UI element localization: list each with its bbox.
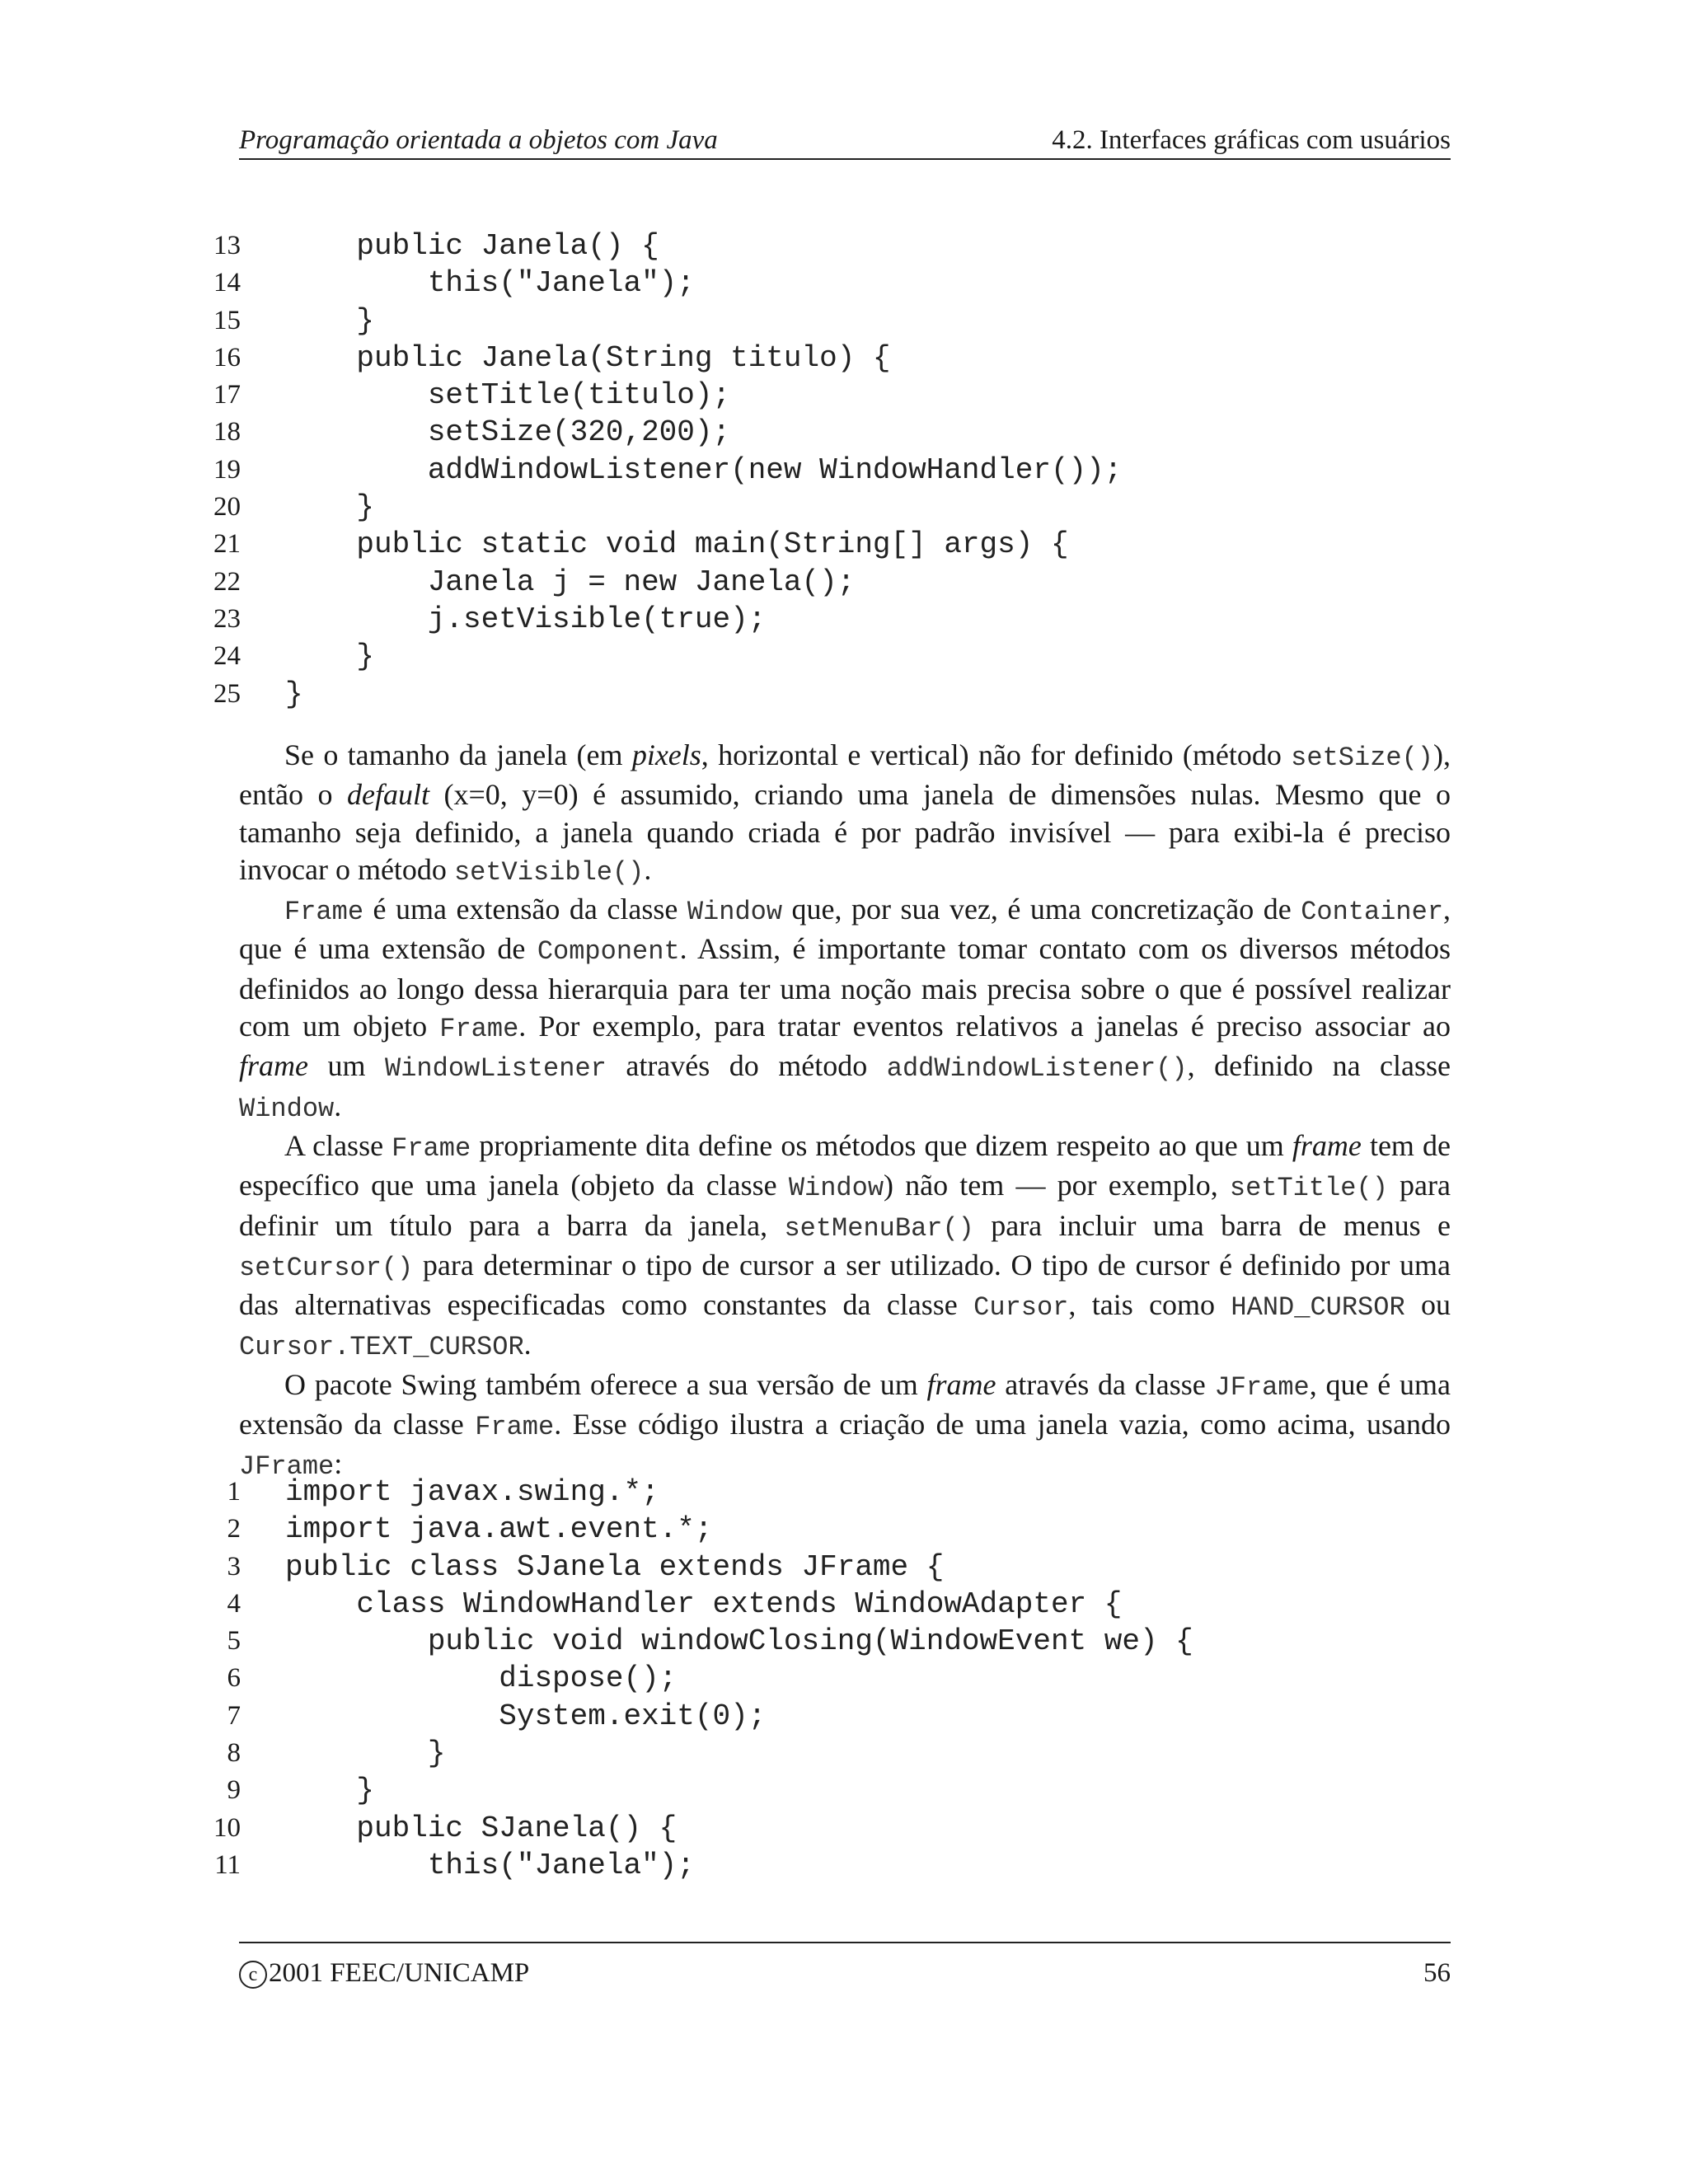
text: através do método bbox=[606, 1049, 887, 1083]
code-text: class WindowHandler extends WindowAdapter { bbox=[285, 1586, 1123, 1621]
code-text: public void windowClosing(WindowEvent we) { bbox=[285, 1624, 1193, 1659]
line-number: 11 bbox=[214, 1849, 241, 1880]
inline-code: HAND_CURSOR bbox=[1231, 1292, 1405, 1324]
code-text: } bbox=[285, 1736, 446, 1771]
inline-code: JFrame bbox=[1214, 1371, 1310, 1403]
code-line bbox=[206, 1474, 1193, 1511]
code-line bbox=[206, 676, 1122, 713]
line-number: 20 bbox=[213, 492, 241, 523]
code-line bbox=[206, 1660, 1193, 1697]
inline-code: Window bbox=[239, 1093, 335, 1124]
inline-code: setCursor() bbox=[239, 1252, 414, 1283]
line-number: 13 bbox=[213, 231, 241, 260]
code-line bbox=[206, 265, 1122, 302]
inline-code: Window bbox=[687, 897, 783, 928]
code-line bbox=[206, 638, 1122, 675]
code-text: public Janela() { bbox=[285, 229, 659, 263]
line-number: 3 bbox=[227, 1551, 241, 1582]
code-listing-2 bbox=[206, 1474, 1193, 1884]
code-text: } bbox=[285, 677, 303, 711]
text: um bbox=[308, 1049, 385, 1083]
inline-code: Container bbox=[1301, 897, 1444, 928]
text: , que é uma extensão de bbox=[239, 893, 1451, 966]
footer-copyright bbox=[239, 1958, 529, 1989]
text: , tais como bbox=[1068, 1288, 1231, 1322]
line-number: 24 bbox=[213, 641, 241, 672]
text: . Por exemplo, para tratar eventos relativos a janelas é preciso associar ao bbox=[518, 1010, 1451, 1043]
code-text: public Janela(String titulo) { bbox=[285, 340, 891, 375]
text: . Assim, é importante tomar contato com os diversos métodos definidos ao longo dessa hierarquia para ter uma noção mais precisa sobre o que é possível realizar com um objeto bbox=[239, 932, 1451, 1043]
code-text: } bbox=[285, 490, 375, 525]
inline-code: Cursor.TEXT_CURSOR bbox=[239, 1332, 524, 1363]
line-number: 1 bbox=[227, 1477, 241, 1507]
text: através da classe bbox=[996, 1367, 1215, 1401]
page-number: 56 bbox=[1423, 1958, 1451, 1988]
text: (x=0, y=0) é assumido, criando uma janela de dimensões nulas. Mesmo que o tamanho seja definido, a janela quando criada é por padrão invisível — para exibi-la é preciso invocar o método bbox=[239, 778, 1451, 886]
emphasis: frame bbox=[239, 1049, 308, 1083]
inline-code: Window bbox=[788, 1173, 884, 1204]
code-text: dispose(); bbox=[285, 1661, 678, 1696]
code-text: public SJanela() { bbox=[285, 1811, 678, 1845]
text: . bbox=[334, 1089, 342, 1122]
running-header bbox=[239, 122, 1451, 160]
text: para determinar o tipo de cursor a ser utilizado. O tipo de cursor é definido por uma das alternativas especificadas como constantes da classe bbox=[239, 1248, 1451, 1322]
inline-code: setMenuBar() bbox=[784, 1212, 974, 1244]
paragraph-2 bbox=[239, 891, 1451, 1127]
code-line bbox=[206, 1586, 1193, 1623]
code-text: Janela j = new Janela(); bbox=[285, 565, 856, 599]
line-number: 9 bbox=[227, 1775, 241, 1806]
emphasis: pixels bbox=[631, 738, 701, 771]
code-text: } bbox=[285, 640, 375, 674]
code-text: System.exit(0); bbox=[285, 1699, 767, 1733]
line-number: 18 bbox=[213, 417, 241, 448]
line-number: 17 bbox=[213, 380, 241, 410]
code-text: addWindowListener(new WindowHandler()); bbox=[285, 452, 1123, 487]
code-line bbox=[206, 489, 1122, 526]
code-text: this("Janela"); bbox=[285, 1848, 695, 1882]
text: para definir um título para a barra da janela, bbox=[239, 1169, 1451, 1242]
code-line bbox=[206, 377, 1122, 414]
line-number: 2 bbox=[227, 1514, 241, 1544]
paragraph-4 bbox=[239, 1366, 1451, 1486]
inline-code: Frame bbox=[439, 1014, 519, 1045]
line-number: 14 bbox=[213, 268, 241, 298]
text: ), então o bbox=[239, 738, 1451, 812]
inline-code: addWindowListener() bbox=[886, 1053, 1188, 1085]
code-text: } bbox=[285, 1774, 375, 1808]
inline-code: Cursor bbox=[973, 1292, 1069, 1324]
code-line bbox=[206, 1735, 1193, 1772]
text: ou bbox=[1404, 1288, 1451, 1322]
footer-copyright-text: 2001 FEEC/UNICAMP bbox=[269, 1958, 530, 1988]
text: ) não tem — por exemplo, bbox=[884, 1169, 1230, 1202]
line-number: 8 bbox=[227, 1738, 241, 1769]
code-text: j.setVisible(true); bbox=[285, 602, 767, 636]
body-text bbox=[239, 737, 1451, 1486]
code-line bbox=[206, 601, 1122, 638]
line-number: 4 bbox=[227, 1588, 241, 1619]
line-number: 23 bbox=[213, 603, 241, 634]
code-text: public class SJanela extends JFrame { bbox=[285, 1549, 945, 1584]
code-line bbox=[206, 1772, 1193, 1809]
line-number: 10 bbox=[213, 1812, 241, 1843]
code-line bbox=[206, 340, 1122, 377]
emphasis: default bbox=[346, 778, 429, 812]
inline-code: Component bbox=[537, 936, 680, 968]
page-footer bbox=[239, 1942, 1451, 1988]
text: . Esse código ilustra a criação de uma janela vazia, como acima, usando bbox=[554, 1408, 1451, 1441]
text: tem de específico que uma janela (objeto da classe bbox=[239, 1128, 1451, 1202]
text: , que é uma extensão da classe bbox=[239, 1367, 1451, 1441]
text: A classe bbox=[284, 1128, 392, 1162]
text: . bbox=[644, 852, 652, 886]
line-number: 22 bbox=[213, 566, 241, 597]
emphasis: frame bbox=[926, 1367, 996, 1401]
text: , definido na classe bbox=[1187, 1049, 1451, 1083]
code-line bbox=[206, 1511, 1193, 1548]
code-line bbox=[206, 452, 1122, 489]
code-line bbox=[206, 564, 1122, 601]
inline-code: setSize() bbox=[1291, 743, 1433, 773]
line-number: 15 bbox=[213, 305, 241, 335]
code-text: public static void main(String[] args) { bbox=[285, 527, 1069, 562]
code-text: setTitle(titulo); bbox=[285, 378, 731, 413]
code-line bbox=[206, 1698, 1193, 1735]
text: O pacote Swing também oferece a sua versão de um bbox=[284, 1367, 927, 1401]
line-number: 19 bbox=[213, 454, 241, 485]
copyright-icon: c bbox=[239, 1961, 267, 1989]
code-line bbox=[206, 227, 1122, 265]
line-number: 5 bbox=[227, 1626, 241, 1657]
inline-code: setTitle() bbox=[1229, 1173, 1388, 1204]
text: é uma extensão da classe bbox=[363, 893, 687, 926]
line-number: 7 bbox=[227, 1700, 241, 1731]
code-text: } bbox=[285, 303, 375, 338]
code-listing-1 bbox=[206, 227, 1122, 713]
inline-code: WindowListener bbox=[385, 1053, 607, 1085]
emphasis: frame bbox=[1292, 1128, 1362, 1162]
text: para incluir uma barra de menus e bbox=[973, 1208, 1451, 1242]
paragraph-3 bbox=[239, 1127, 1451, 1366]
code-text: import javax.swing.*; bbox=[285, 1475, 659, 1509]
inline-code: setVisible() bbox=[453, 856, 645, 888]
code-line bbox=[206, 1549, 1193, 1586]
inline-code: Frame bbox=[475, 1412, 555, 1443]
text: . bbox=[523, 1328, 532, 1361]
code-line bbox=[206, 1847, 1193, 1884]
code-line bbox=[206, 302, 1122, 340]
line-number: 21 bbox=[213, 529, 241, 560]
code-line bbox=[206, 414, 1122, 451]
code-line bbox=[206, 526, 1122, 563]
text: : bbox=[334, 1447, 343, 1481]
header-book-title: Programação orientada a objetos com Java bbox=[239, 125, 718, 155]
code-text: import java.awt.event.*; bbox=[285, 1512, 713, 1547]
code-line bbox=[206, 1623, 1193, 1660]
inline-code: Frame bbox=[392, 1132, 471, 1164]
paragraph-1 bbox=[239, 737, 1451, 891]
code-text: this("Janela"); bbox=[285, 266, 695, 301]
line-number: 6 bbox=[227, 1663, 241, 1694]
inline-code: Frame bbox=[284, 897, 364, 928]
line-number: 16 bbox=[213, 342, 241, 373]
text: propriamente dita define os métodos que dizem respeito ao que um bbox=[471, 1128, 1292, 1162]
header-section-title: 4.2. Interfaces gráficas com usuários bbox=[1052, 125, 1451, 155]
text: Se o tamanho da janela (em bbox=[284, 738, 632, 771]
text: que, por sua vez, é uma concretização de bbox=[782, 893, 1301, 926]
line-number: 25 bbox=[213, 678, 241, 709]
code-text: setSize(320,200); bbox=[285, 415, 731, 450]
code-line bbox=[206, 1810, 1193, 1847]
inline-code: JFrame bbox=[239, 1451, 335, 1483]
text: , horizontal e vertical) não for definido (método bbox=[701, 738, 1292, 771]
